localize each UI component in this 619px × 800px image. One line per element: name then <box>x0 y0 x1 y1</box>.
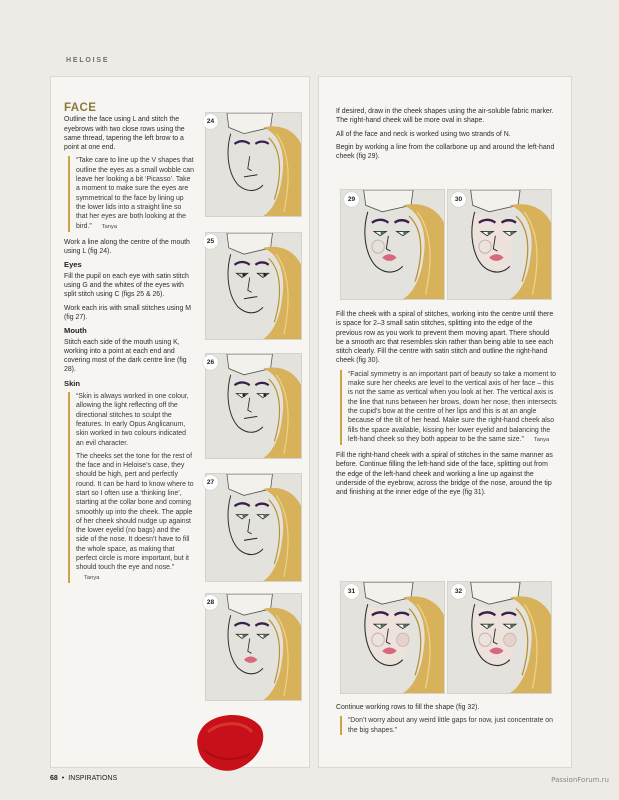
tip-quote-2a: “Skin is always worked in one colour, allowing the light reflecting off the directional stitches to sculpt the features. In early Opus Anglicanum, skin worked in two colours indicated an evil character. <box>76 393 189 447</box>
right-text-5: Fill the right-hand cheek with a spiral of stitches in the same manner as before. Continue filling the left-hand side of the face, splitting out from the edge of the left-hand cheek and working a line up against the underside of the eyebrow, across the bridge of the nose, around the tip and finishing at the inner edge of the eye (fig 31). <box>336 452 553 497</box>
right-text-6: Continue working rows to fill the shape (fig 32). <box>336 704 480 711</box>
figure-26-image <box>205 353 302 459</box>
figure-number-badge: 30 <box>451 192 466 207</box>
figure-number-badge: 32 <box>451 584 466 599</box>
tip-quote-3-author: Tanya <box>533 436 550 443</box>
footer-separator: • <box>61 775 65 782</box>
left-text-column <box>64 104 194 589</box>
skin-heading: Skin <box>64 378 81 388</box>
figure-number-badge: 27 <box>203 475 218 490</box>
figure-25-image <box>205 232 302 340</box>
right-text-middle <box>336 310 558 502</box>
face-intro: Outline the face using L and stitch the eyebrows with two close rows using the same thread, tapering the left brow to a point at one end. <box>64 116 185 152</box>
tip-quote-2 <box>68 392 194 583</box>
figure-number-badge: 28 <box>203 595 218 610</box>
figure-28-image <box>205 593 302 701</box>
page-footer <box>50 775 117 782</box>
face-heading: FACE <box>64 102 97 114</box>
right-text-3: Begin by working a line from the collarbone up and around the left-hand cheek (fig 29). <box>336 143 555 161</box>
eyes-heading: Eyes <box>64 260 82 270</box>
right-text-2: All of the face and neck is worked using two strands of N. <box>336 130 511 138</box>
figure-number-badge: 31 <box>344 584 359 599</box>
tip-quote-1 <box>68 156 194 231</box>
page-number: 68 <box>50 775 58 782</box>
magazine-name: INSPIRATIONS <box>68 775 118 782</box>
tip-quote-1-text: “Take care to line up the V shapes that outline the eyes as a small wobble can leave her looking a bit ‘Picasso’. Take a moment to make sure the eyes are symmetrical to the face by lining up the lower lids into a straight line so that her eyes are both looking at the bird.” <box>76 157 194 230</box>
section-label: HELOISE <box>66 57 110 64</box>
right-text-1: If desired, draw in the cheek shapes using the air-soluble fabric marker. The right-hand cheek will be more oval in shape. <box>336 108 554 125</box>
tip-quote-3 <box>340 370 558 445</box>
figure-number-badge: 24 <box>203 114 218 129</box>
red-petal-image <box>194 710 269 774</box>
mouth-line-text: Work a line along the centre of the mouth using L (fig 24). <box>64 238 190 256</box>
figure-32-image <box>447 581 552 694</box>
mouth-text: Stitch each side of the mouth using K, working into a point at each end and covering most of the dark centre line (fig 28). <box>64 338 187 374</box>
figure-31-image <box>340 581 445 694</box>
figure-number-badge: 25 <box>203 234 218 249</box>
eyes-text-1: Fill the pupil on each eye with satin stitch using G and the whites of the eyes with split stitch using C (figs 25 & 26). <box>64 272 189 299</box>
figure-24-image <box>205 112 302 217</box>
mouth-heading: Mouth <box>64 326 87 336</box>
tip-quote-4-text: “Don’t worry about any weird little gaps for now, just concentrate on the big shapes.” <box>348 717 553 734</box>
tip-quote-2-author: Tanya <box>84 574 100 581</box>
tip-quote-4 <box>340 716 558 735</box>
figure-number-badge: 26 <box>203 355 218 370</box>
figure-27-image <box>205 473 302 582</box>
figure-number-badge: 29 <box>344 192 359 207</box>
right-text-top <box>336 107 558 165</box>
tip-quote-2b: The cheeks set the tone for the rest of the face and in Heloise’s case, they should be high, pert and perfectly round. It can be hard to know where to start so I often use a ‘thinking line’, starting at the collar bone and coming smoothly up into the cheek. The apple of her cheek should nudge up against the lower eyelid (no bags) and the side of the nose. It doesn’t have to fill the whole space, as making that perfect circle is more important, but it should touch the eye and nose.” <box>76 452 194 572</box>
eyes-text-2: Work each iris with small stitches using M (fig 27). <box>64 304 192 321</box>
tip-quote-1-author: Tanya <box>101 223 118 230</box>
right-text-4: Fill the cheek with a spiral of stitches, working into the centre until there is space for 2–3 small satin stitches, splitting into the edge of the previous row as you work to prevent them moving apart. There should be a smooth arc that resembles skin rather than being able to see each stitch clearly. Fill the centre with satin stitch and outline the right-hand cheek (fig 30). <box>336 311 554 365</box>
watermark: PassionForum.ru <box>551 776 609 784</box>
right-text-bottom <box>336 703 558 741</box>
tip-quote-3-text: “Facial symmetry is an important part of beauty so take a moment to make sure her cheeks are level to the vertical axis of her face – this is not the same as vertical when you look at her. The vertical axis is the line that runs between her brows, down her nose, then intersects the cupid’s bow at the centre of her lips and this is at an angle because of the tilt of her head. Make sure the right-hand cheek also fills the space available, kissing her lower eyelid and balancing the left-hand cheek so they both appear to be the same size.” <box>348 370 557 443</box>
